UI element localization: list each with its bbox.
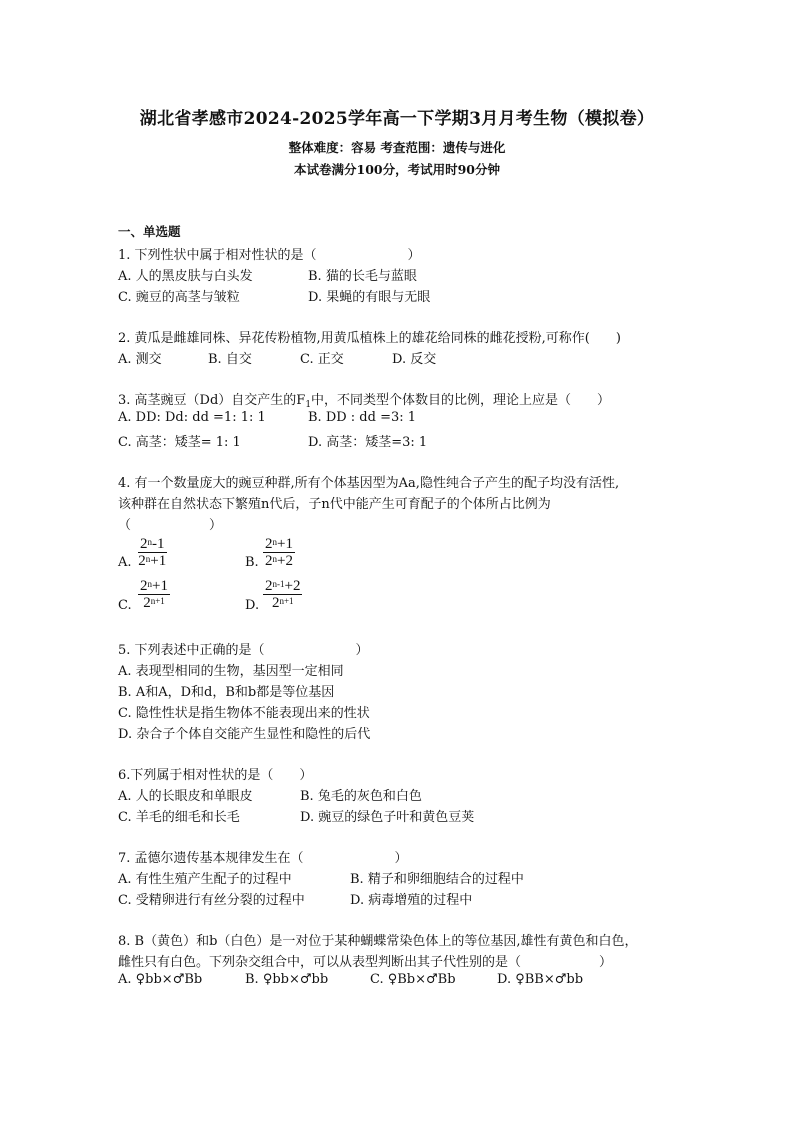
question-4-option-c-fraction: $\frac{2^n+1}{2^{n+1}}$ (140, 578, 168, 611)
question-4-option-b-label: B. (245, 555, 259, 570)
question-4-option-d-label: D. (245, 598, 260, 613)
question-4-stem-line1: 4. 有一个数量庞大的豌豆种群,所有个体基因型为Aa,隐性纯合子产生的配子均没有活性, (118, 476, 620, 491)
question-6-option-b: B. 兔毛的灰色和白色 (300, 789, 422, 804)
question-2-option-d: D. 反交 (392, 352, 437, 367)
question-1-option-a: A. 人的黑皮肤与白头发 (118, 269, 253, 284)
question-5-stem: 5. 下列表述中正确的是（ ） (118, 643, 369, 658)
question-1-option-b: B. 猫的长毛与蓝眼 (308, 269, 417, 284)
question-6-stem: 6.下列属于相对性状的是（ ） (118, 768, 313, 783)
question-4-option-a-fraction: $\frac{2^n-1}{2^n+1}$ (138, 536, 167, 569)
question-3-option-d: D. 高茎：矮茎=3: 1 (308, 435, 428, 450)
question-2-option-a: A. 测交 (118, 352, 162, 367)
question-4-stem-line3: （ ） (118, 518, 223, 533)
question-3-stem-post: 中，不同类型个体数目的比例，理论上应是（ ） (311, 393, 611, 408)
question-6-option-d: D. 豌豆的绿色子叶和黄色豆荚 (300, 810, 475, 825)
question-6-option-c: C. 羊毛的细毛和长毛 (118, 810, 240, 825)
question-1-option-c: C. 豌豆的高茎与皱粒 (118, 290, 240, 305)
question-3-subscript: 1 (305, 400, 312, 410)
question-7-option-c: C. 受精卵进行有丝分裂的过程中 (118, 893, 305, 908)
question-1-option-d: D. 果蝇的有眼与无眼 (308, 290, 431, 305)
question-8-option-a: A. ♀bb×♂Bb (118, 972, 203, 987)
question-3-stem-pre: 3. 高茎豌豆（Dd）自交产生的F (118, 393, 306, 408)
question-5-option-b: B. A和A，D和d，B和b都是等位基因 (118, 685, 335, 700)
question-2-stem: 2. 黄瓜是雌雄同株、异花传粉植物,用黄瓜植株上的雄花给同株的雌花授粉,可称作( ) (118, 331, 621, 346)
question-8-option-c: C. ♀Bb×♂Bb (370, 972, 456, 987)
page-title: 湖北省孝感市2024-2025学年高一下学期3月月考生物（模拟卷） (139, 109, 655, 129)
question-3-stem (118, 389, 610, 408)
exam-difficulty: 整体难度：容易 考查范围：遗传与进化 (288, 140, 506, 155)
question-5-option-c: C. 隐性性状是指生物体不能表现出来的性状 (118, 706, 370, 721)
question-5-option-d: D. 杂合子个体自交能产生显性和隐性的后代 (118, 727, 371, 742)
question-4-stem-line2: 该种群在自然状态下繁殖n代后，子n代中能产生可育配子的个体所占比例为 (118, 497, 551, 512)
question-4-option-a-label: A. (118, 555, 132, 570)
question-8-stem-line2: 雌性只有白色。下列杂交组合中，可以从表型判断出其子代性别的是（ ） (118, 955, 613, 970)
question-7-stem: 7. 孟德尔遗传基本规律发生在（ ） (118, 851, 408, 866)
question-8-option-d: D. ♀BB×♂bb (497, 972, 584, 987)
question-8-stem-line1: 8. B（黄色）和b（白色）是一对位于某种蝴蝶常染色体上的等位基因,雄性有黄色和白色， (118, 934, 638, 949)
question-8-option-b: B. ♀bb×♂bb (245, 972, 329, 987)
question-3-option-b: B. DD : dd =3: 1 (308, 410, 417, 425)
question-4-option-d-fraction: $\frac{2^{n-1}+2}{2^{n+1}}$ (265, 578, 301, 611)
question-4-option-c-label: C. (118, 598, 132, 613)
question-3-option-a: A. DD: Dd: dd =1: 1: 1 (118, 410, 266, 425)
question-1-stem: 1. 下列性状中属于相对性状的是（ ） (118, 248, 421, 263)
exam-score-time: 本试卷满分100分，考试用时90分钟 (294, 162, 500, 177)
question-7-option-b: B. 精子和卵细胞结合的过程中 (350, 872, 524, 887)
question-6-option-a: A. 人的长眼皮和单眼皮 (118, 789, 253, 804)
question-7-option-a: A. 有性生殖产生配子的过程中 (118, 872, 292, 887)
question-2-option-b: B. 自交 (208, 352, 252, 367)
question-7-option-d: D. 病毒增殖的过程中 (350, 893, 473, 908)
section-heading: 一、单选题 (118, 224, 181, 239)
question-5-option-a: A. 表现型相同的生物，基因型一定相同 (118, 664, 344, 679)
question-4-option-b-fraction: $\frac{2^n+1}{2^n+2}$ (265, 536, 293, 569)
question-2-option-c: C. 正交 (300, 352, 344, 367)
question-3-option-c: C. 高茎：矮茎= 1: 1 (118, 435, 241, 450)
